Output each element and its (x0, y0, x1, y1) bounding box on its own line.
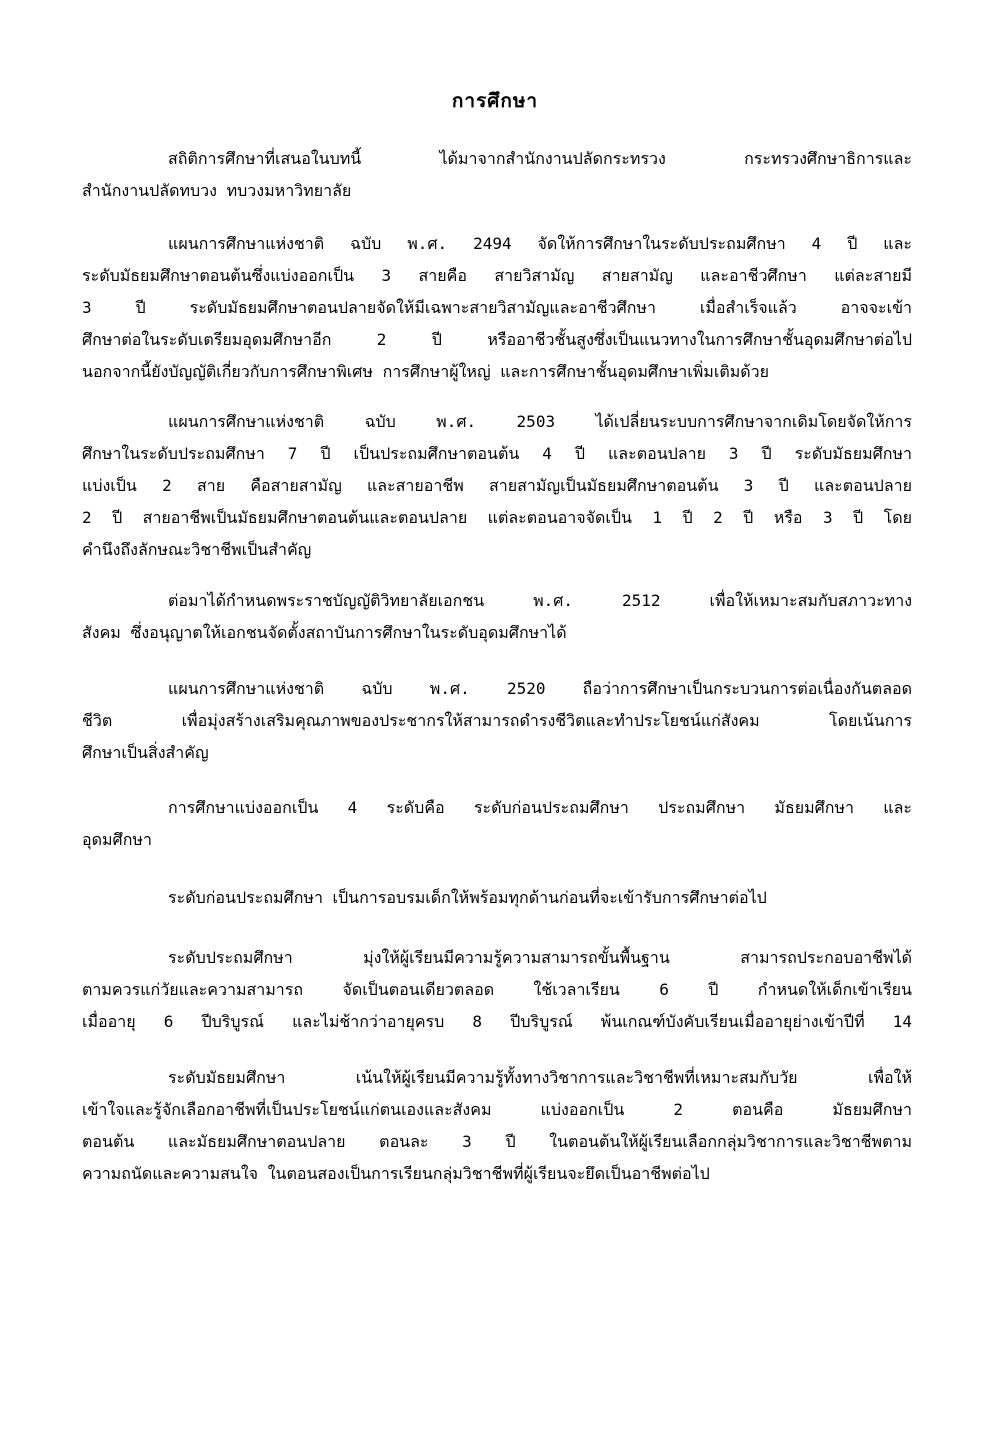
text-line: ระดับมัธยมศึกษา เน้นให้ผู้เรียนมีความรู้ทั้งทางวิชาการและวิชาชีพที่เหมาะสมกับวัย เพื่อให้ (168, 1068, 912, 1087)
text-line: ตอนต้น และมัธยมศึกษาตอนปลาย ตอนละ 3 ปี ในตอนต้นให้ผู้เรียนเลือกกลุ่มวิชาการและวิชาชีพตาม (82, 1132, 912, 1151)
text-line: สังคม ซึ่งอนุญาตให้เอกชนจัดตั้งสถาบันการศึกษาในระดับอุดมศึกษาได้ (82, 623, 567, 642)
paragraph-plan-2520 (82, 673, 912, 769)
paragraph-primary (82, 942, 912, 1038)
paragraph-plan-2494 (82, 228, 912, 388)
text-line: ศึกษาต่อในระดับเตรียมอุดมศึกษาอีก 2 ปี หรืออาชีวชั้นสูงซึ่งเป็นแนวทางในการศึกษาชั้นอุดมศึกษาต่อไป (82, 330, 912, 349)
text-line: การศึกษาแบ่งออกเป็น 4 ระดับคือ ระดับก่อนประถมศึกษา ประถมศึกษา มัธยมศึกษา และ (168, 798, 912, 817)
text-line: สำนักงานปลัดทบวง ทบวงมหาวิทยาลัย (82, 181, 352, 200)
text-line: ระดับมัธยมศึกษาตอนต้นซึ่งแบ่งออกเป็น 3 สายคือ สายวิสามัญ สายสามัญ และอาชีวศึกษา แต่ละสายมี (82, 266, 912, 285)
text-line: แผนการศึกษาแห่งชาติ ฉบับ พ.ศ. 2520 ถือว่าการศึกษาเป็นกระบวนการต่อเนื่องกันตลอด (168, 679, 912, 698)
text-line: แผนการศึกษาแห่งชาติ ฉบับ พ.ศ. 2503 ได้เปลี่ยนระบบการศึกษาจากเดิมโดยจัดให้การ (168, 412, 912, 431)
text-line: แบ่งเป็น 2 สาย คือสายสามัญ และสายอาชีพ สายสามัญเป็นมัธยมศึกษาตอนต้น 3 ปี และตอนปลาย (82, 476, 912, 495)
text-line: ชีวิต เพื่อมุ่งสร้างเสริมคุณภาพของประชากรให้สามารถดำรงชีวิตและทำประโยชน์แก่สังคม โดยเน้นการ (82, 711, 912, 730)
text-line: 3 ปี ระดับมัธยมศึกษาตอนปลายจัดให้มีเฉพาะสายวิสามัญและอาชีวศึกษา เมื่อสำเร็จแล้ว อาจจะเข้า (82, 298, 912, 317)
text-line: ศึกษาในระดับประถมศึกษา 7 ปี เป็นประถมศึกษาตอนต้น 4 ปี และตอนปลาย 3 ปี ระดับมัธยมศึกษา (82, 444, 912, 463)
text-line: ศึกษาเป็นสิ่งสำคัญ (82, 743, 209, 762)
text-line: อุดมศึกษา (82, 830, 152, 849)
paragraph-data-sources (82, 143, 912, 207)
paragraph-private-college-act (82, 585, 912, 649)
text-line: เข้าใจและรู้จักเลือกอาชีพที่เป็นประโยชน์แก่ตนเองและสังคม แบ่งออกเป็น 2 ตอนคือ มัธยมศึกษา (82, 1100, 912, 1119)
text-line: คำนึงถึงลักษณะวิชาชีพเป็นสำคัญ (82, 540, 312, 559)
page-title: การศึกษา (451, 90, 539, 112)
text-line: ความถนัดและความสนใจ ในตอนสองเป็นการเรียนกลุ่มวิชาชีพที่ผู้เรียนจะยึดเป็นอาชีพต่อไป (82, 1164, 710, 1183)
text-line: นอกจากนี้ยังบัญญัติเกี่ยวกับการศึกษาพิเศษ การศึกษาผู้ใหญ่ และการศึกษาชั้นอุดมศึกษาเพิ่มเติมด้วย (82, 362, 769, 381)
text-line: เมื่ออายุ 6 ปีบริบูรณ์ และไม่ช้ากว่าอายุครบ 8 ปีบริบูรณ์ พ้นเกณฑ์บังคับเรียนเมื่ออายุย่างเข้าปีที่ 14 (82, 1012, 912, 1031)
paragraph-plan-2503 (82, 406, 912, 566)
text-line: สถิติการศึกษาที่เสนอในบทนี้ ได้มาจากสำนักงานปลัดกระทรวง กระทรวงศึกษาธิการและ (168, 149, 912, 168)
text-line: 2 ปี สายอาชีพเป็นมัธยมศึกษาตอนต้นและตอนปลาย แต่ละตอนอาจจัดเป็น 1 ปี 2 ปี หรือ 3 ปี โดย (82, 508, 912, 527)
paragraph-pre-primary (82, 882, 912, 914)
text-line: แผนการศึกษาแห่งชาติ ฉบับ พ.ศ. 2494 จัดให้การศึกษาในระดับประถมศึกษา 4 ปี และ (168, 234, 912, 253)
text-line: ต่อมาได้กำหนดพระราชบัญญัติวิทยาลัยเอกชน พ.ศ. 2512 เพื่อให้เหมาะสมกับสภาวะทาง (168, 591, 912, 610)
paragraph-education-levels (82, 792, 912, 856)
text-line: ระดับประถมศึกษา มุ่งให้ผู้เรียนมีความรู้ความสามารถขั้นพื้นฐาน สามารถประกอบอาชีพได้ (168, 948, 912, 967)
text-line: ระดับก่อนประถมศึกษา เป็นการอบรมเด็กให้พร้อมทุกด้านก่อนที่จะเข้ารับการศึกษาต่อไป (168, 888, 767, 907)
text-line: ตามควรแก่วัยและความสามารถ จัดเป็นตอนเดียวตลอด ใช้เวลาเรียน 6 ปี กำหนดให้เด็กเข้าเรียน (82, 980, 912, 999)
paragraph-secondary (82, 1062, 912, 1190)
